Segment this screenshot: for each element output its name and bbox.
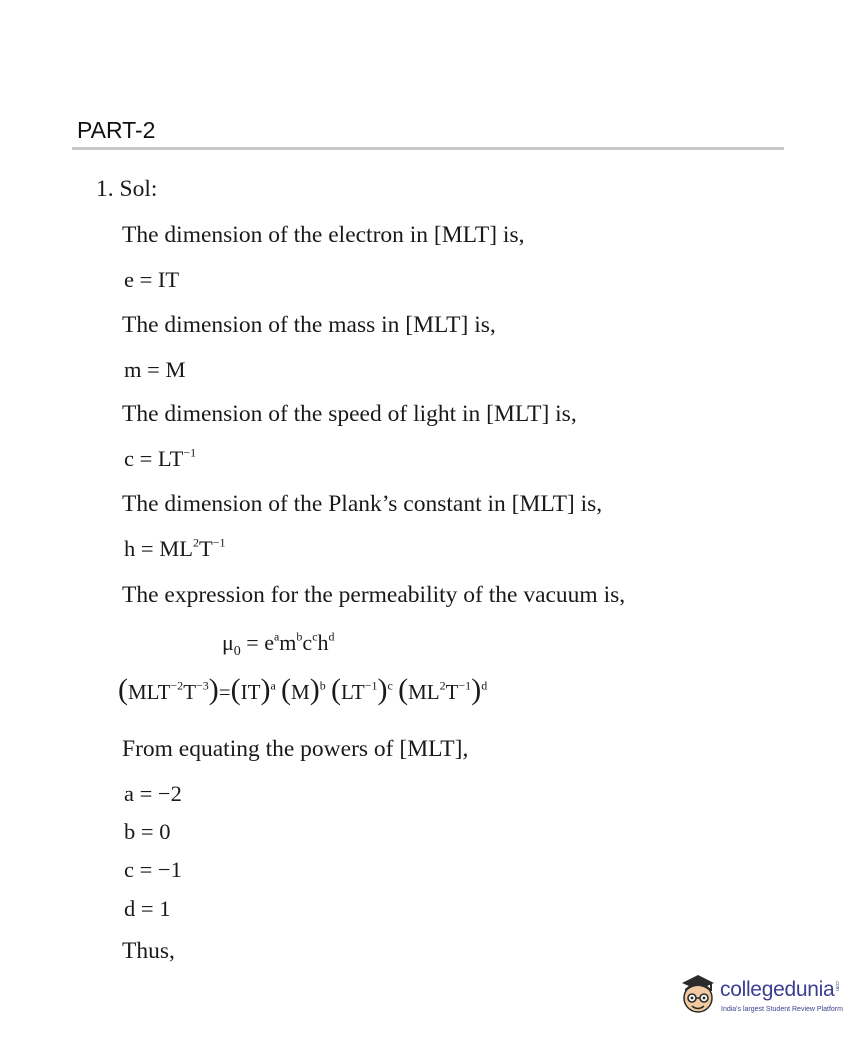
dim-left-a: MLT — [128, 680, 171, 704]
mu-expression — [222, 629, 335, 659]
planck-eq-exp2: −1 — [212, 535, 226, 550]
planck-eq-part-a: h = ML — [124, 536, 193, 561]
dim-left-exp1: −2 — [170, 678, 184, 693]
logo-name: collegedunia — [720, 978, 835, 1001]
dim-lt-exp: −1 — [364, 678, 378, 693]
speed-equation — [124, 446, 196, 472]
dim-lt: LT — [340, 680, 365, 704]
c-equation: c = −1 — [124, 857, 182, 882]
speed-text: The dimension of the speed of light in [MLT] is, — [122, 401, 577, 427]
dim-left-exp2: −3 — [196, 678, 209, 693]
heading-divider — [72, 147, 784, 150]
planck-eq-part-b: T — [198, 536, 213, 561]
planck-eq-exp1: 2 — [192, 535, 199, 550]
dim-ml: ML — [408, 680, 440, 704]
mass-text: The dimension of the mass in [MLT] is, — [122, 312, 496, 338]
speed-eq-base: c = LT — [124, 446, 184, 471]
mass-equation: m = M — [124, 357, 186, 382]
mu-exp-b: b — [296, 629, 303, 644]
dim-it: IT — [240, 680, 261, 704]
mu-exp-d: d — [328, 629, 335, 644]
dim-exp-a: a — [270, 678, 276, 693]
dim-exp-b: b — [319, 678, 326, 693]
logo-domain: .com — [834, 980, 840, 991]
mu-eq: = e — [240, 630, 274, 655]
logo-tagline: India's largest Student Review Platform — [721, 1006, 843, 1013]
mu-symbol: μ — [222, 630, 234, 655]
dim-exp-d: d — [481, 678, 488, 693]
mu-exp-a: a — [273, 629, 280, 644]
dim-t-exp: −1 — [458, 678, 472, 693]
dim-m: M — [291, 680, 310, 704]
dim-exp-c: c — [387, 678, 393, 693]
a-equation: a = −2 — [124, 781, 182, 806]
question-label: 1. Sol: — [96, 176, 158, 202]
thus-text: Thus, — [122, 938, 175, 964]
b-equation: b = 0 — [124, 819, 171, 844]
mu-h: h — [317, 630, 329, 655]
electron-equation: e = IT — [124, 267, 180, 292]
equating-text: From equating the powers of [MLT], — [122, 736, 469, 762]
dim-t: T — [445, 680, 459, 704]
mu-m: m — [279, 630, 297, 655]
mu-exp-c: c — [312, 629, 318, 644]
permeability-text: The expression for the permeability of the vacuum is, — [122, 582, 626, 608]
dimension-expression: $(MLT^{-2}T^{-3})=(IT)^a$ $(M)^b$ $(LT^{-1})^c$ $(ML^2T^{-1})^d$ — [118, 673, 488, 706]
dim-ml-exp: 2 — [439, 678, 446, 693]
speed-eq-exponent: −1 — [183, 445, 197, 460]
dim-left-b: T — [183, 680, 197, 704]
part-heading: PART-2 — [77, 117, 156, 143]
mu-c: c — [302, 630, 313, 655]
electron-text: The dimension of the electron in [MLT] is, — [122, 222, 525, 248]
d-equation: d = 1 — [124, 896, 171, 921]
mu-subscript: 0 — [233, 643, 241, 659]
planck-equation — [124, 536, 225, 562]
planck-text: The dimension of the Plank’s constant in [MLT] is, — [122, 491, 603, 517]
